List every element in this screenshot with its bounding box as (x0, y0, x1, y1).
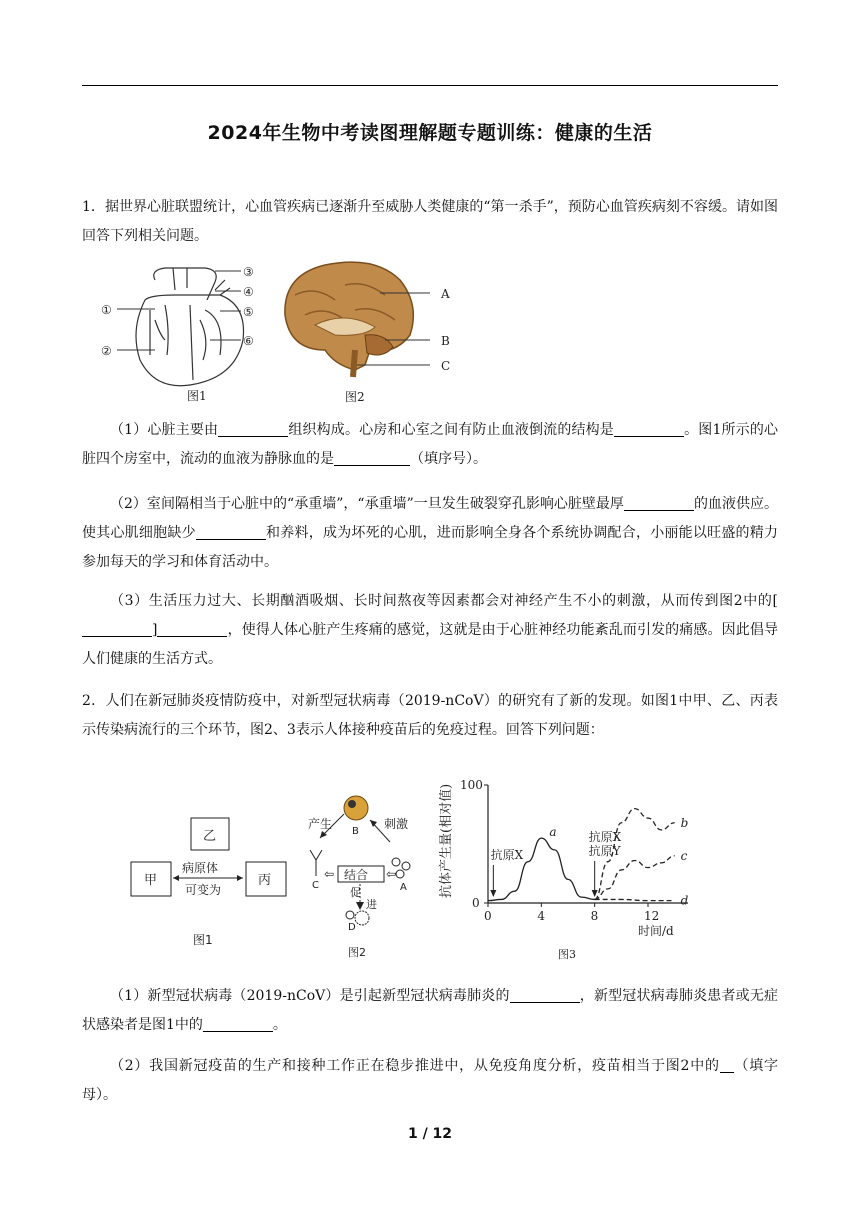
answer-blank[interactable] (82, 620, 152, 637)
question-2-part-1 (82, 982, 778, 1040)
brain-label-a: A (441, 287, 450, 301)
chart-caption: 图3 (558, 948, 576, 961)
question-1-part-1 (82, 416, 778, 474)
text: 和养料，成为坏死的心肌，进而影响全身各个系统协调配合，小丽能以旺盛的精力参加每天的学习和体育活动中。 (82, 525, 779, 570)
label-stimulate: 刺激 (384, 817, 409, 831)
text: ，使得人体心脏产生疼痛的感觉，这就是由于心脏神经功能紊乱而引发的痛感。因此倡导人们健康的生活方式。 (82, 622, 778, 667)
question-2-part-2 (82, 1052, 778, 1110)
y-tick-label: 100 (460, 778, 483, 792)
x-tick-label: 0 (484, 909, 492, 923)
immune-diagram (300, 780, 425, 960)
text: 组织构成。心房和心室之间有防止血液倒流的结构是 (288, 422, 614, 438)
header-rule (82, 85, 778, 86)
heart-label-5: ⑤ (243, 305, 254, 319)
text: （2）我国新冠疫苗的生产和接种工作正在稳步推进中，从免疫角度分析，疫苗相当于图2中的 (110, 1058, 720, 1074)
link-bing: 丙 (258, 873, 272, 888)
label-b: B (352, 826, 359, 837)
brain-label-b: B (441, 334, 450, 348)
antibody-chart (430, 775, 700, 965)
text: （3）生活压力过大、长期酗酒吸烟、长时间熬夜等因素都会对神经产生不小的刺激，从而传到图2中的[ (110, 593, 778, 609)
annotation-antigen-x-second: 抗原X (588, 830, 622, 844)
label-bind: 结合 (344, 868, 369, 882)
text: （填序号）。 (410, 451, 487, 467)
x-tick-label: 4 (537, 909, 545, 923)
text: （填字母）。 (82, 1058, 779, 1103)
text: （1）心脏主要由 (110, 422, 219, 438)
question-text: 据世界心脏联盟统计，心血管疾病已逐渐升至威胁人类健康的“第一杀手”，预防心血管疾病刻不容缓。请如图回答下列相关问题。 (82, 199, 778, 244)
heart-label-6: ⑥ (243, 334, 254, 348)
q2-fig1-caption: 图1 (193, 933, 213, 947)
text: （1）新型冠状病毒（2019-nCoV）是引起新型冠状病毒肺炎的 (110, 988, 510, 1004)
label-a: A (400, 882, 407, 893)
x-tick-label: 12 (644, 909, 660, 923)
annotation-arrowhead (592, 890, 598, 897)
svg-text:⇦: ⇦ (386, 867, 397, 881)
x-axis-label: 时间/d (638, 924, 674, 938)
link-jia: 甲 (144, 873, 158, 888)
question-number: 2． (82, 693, 106, 709)
answer-blank[interactable] (157, 620, 227, 637)
question-number: 1． (82, 199, 105, 215)
text: ] (152, 622, 158, 638)
series-c-label: c (680, 848, 688, 863)
link-yi: 乙 (203, 829, 217, 844)
x-tick-label: 8 (590, 909, 599, 923)
series-d-label: d (680, 893, 689, 908)
series-c-line (595, 856, 675, 900)
arrow-become-label: 可变为 (185, 883, 222, 897)
label-produce: 产生 (308, 817, 333, 831)
transmission-diagram (125, 810, 295, 950)
series-d-line (595, 899, 675, 900)
fig2-caption: 图2 (345, 390, 365, 404)
answer-blank[interactable] (334, 449, 410, 466)
y-axis-label: 抗体产生量(相对值) (439, 783, 454, 898)
series-a-label: a (549, 825, 557, 840)
text: 。图1所示的心脏四个房室中，流动的血液为静脉血的是 (82, 422, 778, 467)
heart-label-3: ③ (243, 265, 254, 279)
series-b-label: b (680, 815, 689, 830)
question-1-part-3 (82, 587, 778, 674)
brain-diagram (275, 255, 465, 405)
y-tick-label: 0 (472, 896, 480, 910)
answer-blank[interactable] (614, 420, 684, 437)
question-1-stem (82, 193, 778, 251)
answer-blank[interactable] (510, 986, 580, 1003)
fig1-caption: 图1 (187, 389, 207, 403)
text: 的血液供应。使其心肌细胞缺少 (82, 496, 778, 541)
label-d: D (348, 922, 356, 933)
answer-blank[interactable] (218, 420, 288, 437)
heart-diagram (95, 260, 270, 405)
answer-blank[interactable] (624, 494, 694, 511)
heart-label-2: ② (101, 344, 112, 358)
text: （2）室间隔相当于心脏中的“承重墙”，“承重墙”一旦发生破裂穿孔影响心脏壁最厚 (110, 496, 624, 512)
page-title: 2024年生物中考读图理解题专题训练：健康的生活 (207, 122, 653, 144)
brain-label-c: C (441, 359, 451, 373)
question-2-stem (82, 687, 778, 745)
answer-blank[interactable] (203, 1015, 273, 1032)
question-1-part-2 (82, 490, 778, 577)
annotation-antigen-x-first: 抗原X (490, 848, 524, 862)
answer-blank[interactable] (720, 1056, 734, 1073)
label-promote-1: 促 (350, 886, 361, 899)
page-number: 1 / 12 (407, 1126, 453, 1142)
heart-label-4: ④ (243, 285, 254, 299)
answer-blank[interactable] (196, 523, 266, 540)
annotation-arrowhead (490, 890, 496, 897)
text: ，新型冠状病毒肺炎患者或无症状感染者是图1中的 (82, 988, 778, 1033)
heart-label-1: ① (101, 303, 112, 317)
label-promote-2: 进 (366, 898, 377, 911)
label-c: C (312, 880, 319, 891)
text: 。 (272, 1017, 287, 1033)
annotation-antigen-y: 抗原Y (588, 844, 621, 858)
svg-text:⇦: ⇦ (324, 867, 335, 881)
question-text: 人们在新冠肺炎疫情防疫中，对新型冠状病毒（2019-nCoV）的研究有了新的发现。如图1中甲、乙、丙表示传染病流行的三个环节，图2、3表示人体接种疫苗后的免疫过程。回答下列问题： (82, 693, 778, 738)
arrow-pathogen-label: 病原体 (182, 861, 219, 875)
q2-fig2-caption: 图2 (348, 946, 366, 959)
